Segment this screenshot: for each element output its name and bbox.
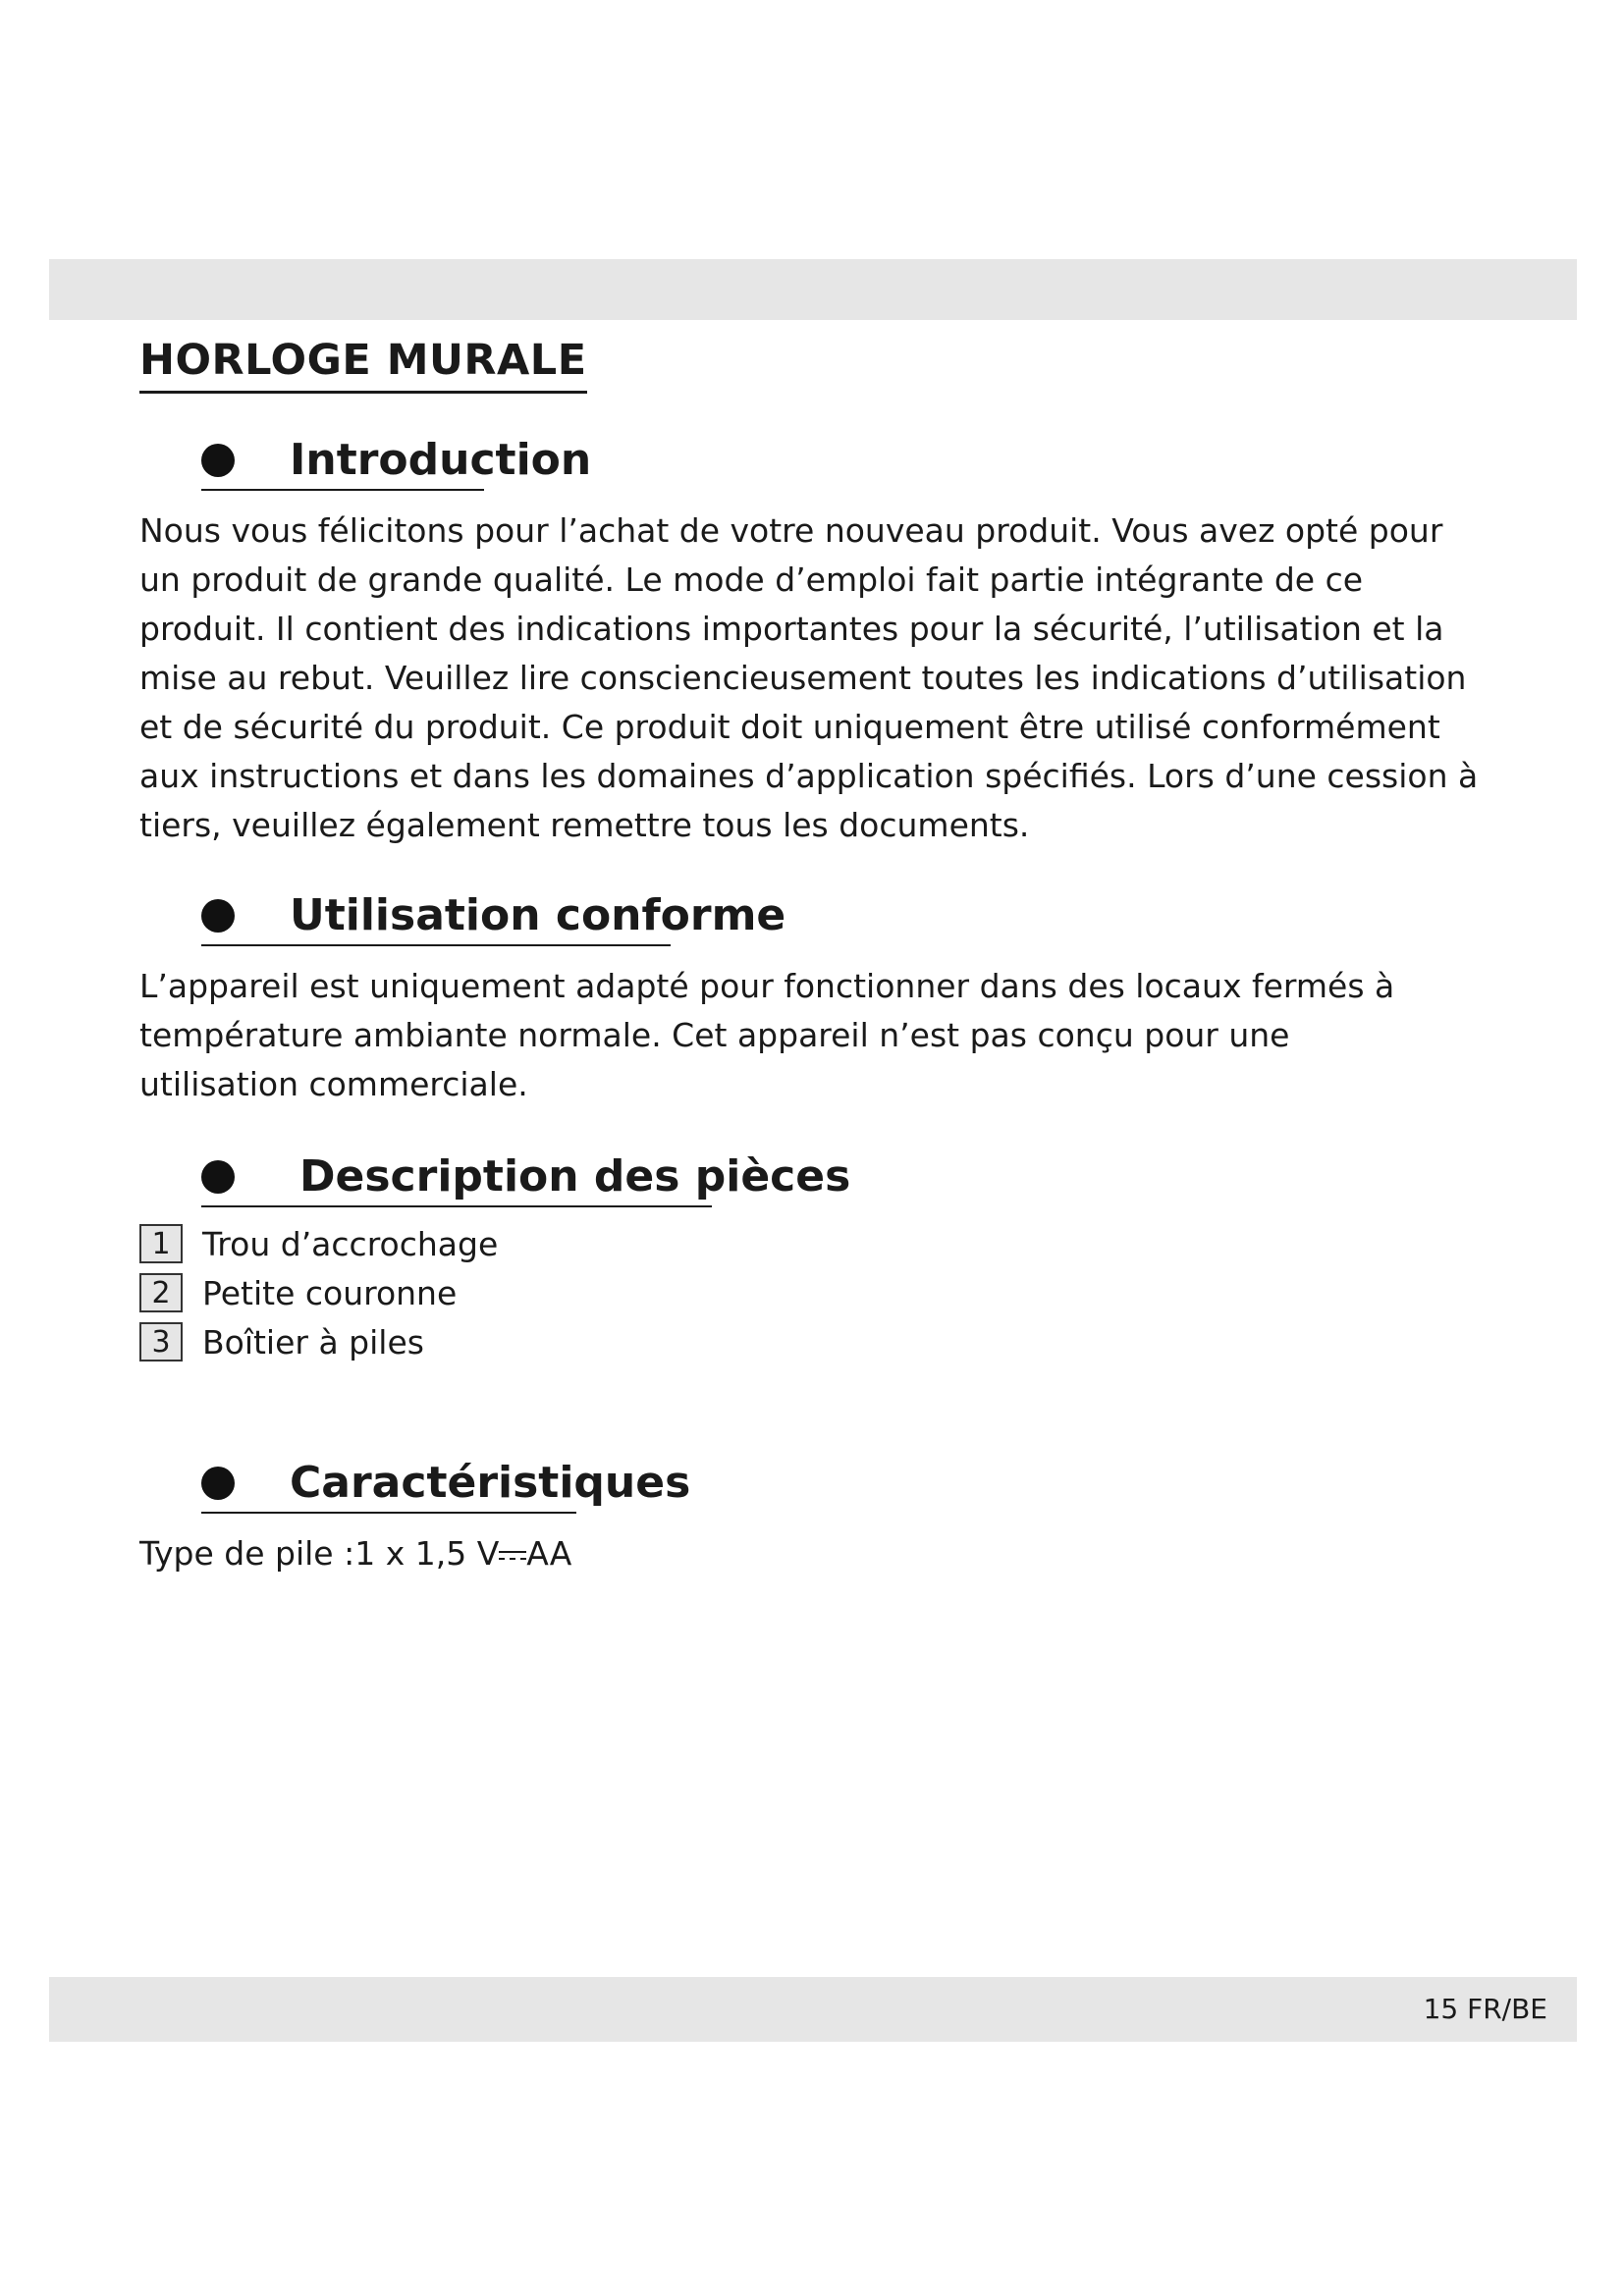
bullet-icon [201, 444, 235, 477]
footer-band [49, 1977, 1577, 2042]
part-number-box: 1 [139, 1224, 183, 1263]
battery-type: AA [526, 1534, 572, 1573]
heading-text: Caractéristiques [290, 1458, 691, 1508]
part-label: Trou d’accrochage [202, 1224, 499, 1263]
document-title: HORLOGE MURALE [139, 336, 587, 394]
part-number-box: 2 [139, 1273, 183, 1312]
top-band [49, 259, 1577, 320]
part-item [139, 1219, 498, 1268]
direct-current-icon [499, 1545, 526, 1567]
part-item [139, 1317, 498, 1366]
bullet-icon [201, 1467, 235, 1500]
parts-list [139, 1219, 498, 1366]
section-heading-parts [201, 1148, 851, 1207]
bullet-icon [201, 1160, 235, 1194]
section-heading-specs [201, 1455, 691, 1514]
part-number-box: 3 [139, 1322, 183, 1362]
part-item [139, 1268, 498, 1317]
heading-text: Introduction [290, 435, 592, 485]
intended-use-paragraph: L’appareil est uniquement adapté pour fonctionner dans des locaux fermés à température ambiante normale. Cet appareil n’est pas conçu pour une utilisation commerciale. [139, 967, 1395, 1103]
part-label: Boîtier à piles [202, 1322, 424, 1362]
heading-text: Description des pièces [299, 1151, 851, 1201]
battery-spec [139, 1529, 571, 1578]
battery-spec-label: Type de pile :1 x 1,5 V [139, 1534, 500, 1573]
page-number: 15 FR/BE [1423, 1993, 1547, 2025]
introduction-paragraph: Nous vous félicitons pour l’achat de votre nouveau produit. Vous avez opté pour un produit de grande qualité. Le mode d’emploi fait partie intégrante de ce produit. Il contient des indications importantes pour la sécurité, l’utilisation et la mise au rebut. Veuillez lire consciencieusement toutes les indications d’utilisation et de sécurité du produit. Ce produit doit uniquement être utilisé conformément aux instructions et dans les domaines d’application spécifiés. Lors d’une cession à tiers, veuillez également remettre tous les documents. [139, 511, 1479, 844]
bullet-icon [201, 899, 235, 933]
heading-text: Utilisation conforme [290, 890, 786, 940]
section-heading-introduction [201, 432, 592, 491]
part-label: Petite couronne [202, 1273, 458, 1312]
section-heading-intended-use [201, 887, 786, 946]
